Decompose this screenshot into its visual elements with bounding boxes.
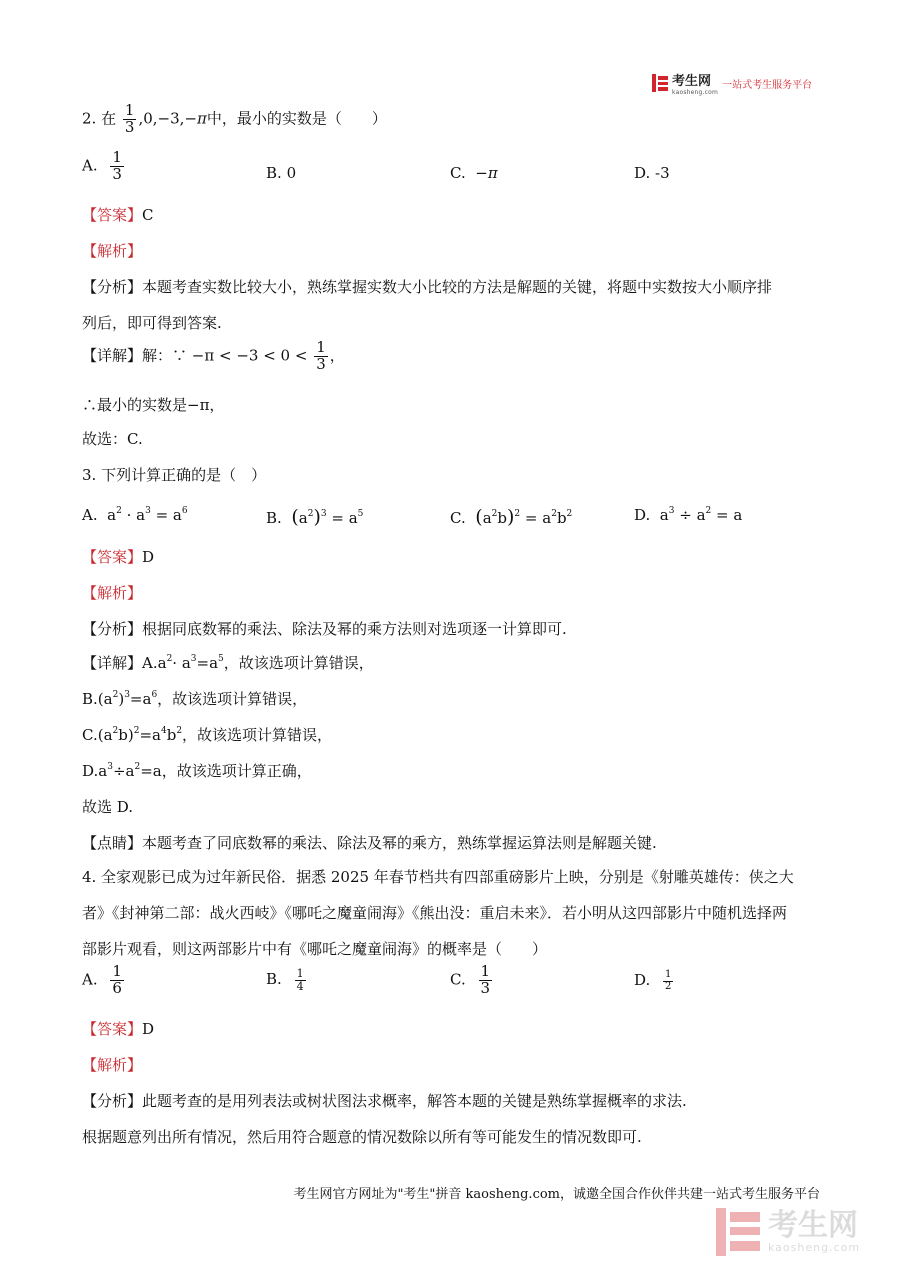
q4-fenxi2: 根据题意列出所有情况，然后用符合题意的情况数除以所有等可能发生的情况数即可. <box>82 1128 642 1146</box>
q2-stem: 2. 在 $\frac{1}{3}$ ,0,−3,−π中，最小的实数是（ ） <box>82 101 387 136</box>
q3-option-b: B. $(a^2)^3 = a^5$ <box>266 506 364 528</box>
q2-detail: 【详解】解：∵ −π < −3 < 0 < $\frac{1}{3}$ ， <box>82 338 345 373</box>
q4-stem-line2: 者》《封神第二部：战火西岐》《哪吒之魔童闹海》《熊出没：重启未来》．若小明从这四部影片中随机选择两 <box>82 904 788 922</box>
header-logo <box>652 72 812 94</box>
q4-option-b: B. $\frac{1}{4}$ <box>266 967 304 993</box>
q4-fenxi: 【分析】此题考查的是用列表法或树状图法求概率，解答本题的关键是熟练掌握概率的求法. <box>82 1092 687 1110</box>
q3-dianjing: 【点睛】本题考查了同底数幂的乘法、除法及幂的乘方，熟练掌握运算法则是解题关键. <box>82 834 657 852</box>
q2-analysis-tag: 【解析】 <box>82 242 143 260</box>
q3-detail-a: 【详解】$A.a^2\cdot a^3=a^5$，故该选项计算错误， <box>82 654 374 672</box>
q3-analysis-tag: 【解析】 <box>82 584 143 602</box>
q4-option-c: C. $\frac{1}{3}$ <box>450 962 491 997</box>
q3-choose: 故选 D. <box>82 798 134 816</box>
q4-answer: 【答案】D <box>82 1020 155 1038</box>
q2-fenxi-line1: 【分析】本题考查实数比较大小，熟练掌握实数大小比较的方法是解题的关键，将题中实数按大小顺序排 <box>82 278 773 296</box>
q2-option-d: D. -3 <box>634 164 670 182</box>
q2-choose: 故选：C. <box>82 430 143 448</box>
page-footer: 考生网官方网址为"考生"拼音 kaosheng.com，诚邀全国合作伙伴共建一站式考生服务平台 <box>293 1187 820 1202</box>
watermark-brand: 考生网 <box>768 1207 858 1243</box>
header-domain: kaosheng.com <box>672 88 719 96</box>
q2-fenxi-line2: 列后，即可得到答案. <box>82 314 222 332</box>
brand-logo-icon <box>652 74 668 92</box>
q3-option-d: D. $a^3 \div a^2 = a$ <box>634 506 743 524</box>
header-brand: 考生网 <box>672 73 712 89</box>
watermark-domain: kaosheng.com <box>768 1240 861 1254</box>
q3-answer: 【答案】D <box>82 548 155 566</box>
watermark <box>716 1208 860 1256</box>
q4-option-a: A. $\frac{1}{6}$ <box>82 962 122 997</box>
q3-detail-b: $B.(a^2)^3=a^6$，故该选项计算错误， <box>82 690 308 708</box>
q2-therefore: ∴最小的实数是−π， <box>82 396 225 414</box>
q2-option-a: A. $\frac{1}{3}$ <box>82 148 122 183</box>
q2-option-c: C. −π <box>450 164 498 182</box>
q2-answer: 【答案】C <box>82 206 154 224</box>
q2-option-b: B. 0 <box>266 164 297 182</box>
q3-stem: 3. 下列计算正确的是（ ） <box>82 466 267 484</box>
header-slogan: 一站式考生服务平台 <box>722 79 813 91</box>
q3-detail-c: $C.(a^2b)^2=a^4b^2$，故该选项计算错误， <box>82 726 333 744</box>
q3-detail-d: $D.a^3\div a^2=a$，故该选项计算正确， <box>82 762 312 780</box>
q4-stem-line3: 部影片观看，则这两部影片中有《哪吒之魔童闹海》的概率是（ ） <box>82 940 548 958</box>
q3-option-a: A. $a^2 \cdot a^3 = a^6$ <box>82 506 188 524</box>
q4-stem-line1: 4. 全家观影已成为过年新民俗．据悉 2025 年春节档共有四部重磅影片上映，分别是《射雕英雄传：侠之大 <box>82 868 794 886</box>
q3-fenxi: 【分析】根据同底数幂的乘法、除法及幂的乘方法则对选项逐一计算即可. <box>82 620 567 638</box>
q4-option-d: D. $\frac{1}{2}$ <box>634 969 672 992</box>
watermark-logo-icon <box>716 1208 760 1256</box>
q3-option-c: C. $(a^2b)^2 = a^2b^2$ <box>450 506 573 528</box>
q4-analysis-tag: 【解析】 <box>82 1056 143 1074</box>
